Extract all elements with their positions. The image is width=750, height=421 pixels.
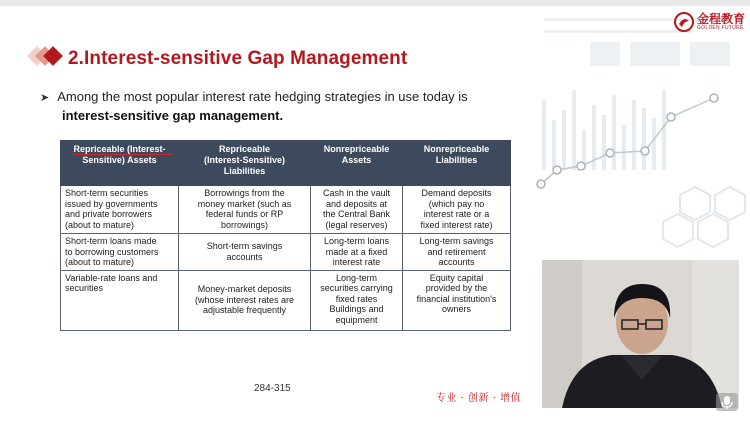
cell-line: Short-term securities: [65, 188, 149, 198]
bullet-text-line2: interest-sensitive gap management.: [62, 108, 284, 123]
table-cell: [179, 186, 311, 234]
header-text: (Interest-Sensitive): [203, 155, 286, 165]
cell-line: (whose interest rates are: [194, 294, 295, 305]
arrowhead-bullet-icon: ➤: [40, 92, 50, 104]
cell-line: Demand deposits: [421, 188, 492, 198]
cell-line: and retirement: [427, 246, 486, 257]
cell-line: Variable-rate loans and: [65, 272, 158, 283]
table-cell: [61, 234, 179, 271]
cell-line: accounts: [438, 257, 475, 267]
cell-line: Short-term loans made: [65, 236, 157, 246]
header-text: Nonrepriceable: [323, 144, 390, 154]
cell-line: borrowings): [220, 219, 269, 230]
cell-line: provided by the: [425, 283, 488, 293]
cell-line: Short-term savings: [206, 241, 283, 252]
table-cell: [61, 186, 179, 234]
cell-line: issued by governments: [65, 198, 158, 209]
cell-line: money market (such as: [197, 198, 292, 209]
cell-line: interest rate or a: [423, 209, 490, 219]
cell-line: Equity capital: [429, 272, 484, 283]
diamond-decoration-icon: [24, 44, 66, 74]
table-cell: [179, 234, 311, 271]
slide-title: 2.Interest-sensitive Gap Management: [68, 48, 408, 69]
presenter-video-image: [542, 260, 739, 408]
header-text: Assets: [341, 155, 372, 165]
cell-line: (which pay no: [428, 198, 485, 209]
brand-slogan: 专业 · 创新 · 增值: [436, 393, 522, 404]
cell-line: to borrowing customers: [65, 246, 159, 257]
cell-line: and deposits at: [325, 198, 388, 209]
cell-line: accounts: [226, 251, 263, 262]
microphone-icon[interactable]: [716, 393, 738, 411]
table-header-row: [61, 141, 511, 186]
cell-line: owners: [441, 304, 471, 314]
brand-logo: [674, 12, 745, 32]
cell-line: Borrowings from the: [204, 188, 285, 198]
cell-line: fixed interest rate): [420, 219, 493, 230]
header-text: Repriceable (Interest-: [73, 144, 166, 154]
bullet-text-line1: Among the most popular interest rate hedging strategies in use today is: [57, 89, 468, 104]
header-text: Sensitive) Assets: [82, 155, 157, 165]
cell-line: securities: [65, 283, 104, 293]
cell-line: the Central Bank: [322, 209, 391, 219]
table-cell: [403, 270, 511, 330]
cell-line: (legal reserves): [325, 219, 388, 230]
table-row: [61, 234, 511, 271]
table-cell: [61, 270, 179, 330]
gap-management-table: [60, 140, 511, 331]
bullet-point: [40, 86, 540, 109]
cell-line: adjustable frequently: [202, 305, 287, 316]
cell-line: financial institution's: [416, 293, 497, 304]
cell-line: interest rate: [332, 257, 381, 267]
decorative-chart-background: [530, 0, 750, 290]
cell-line: securities carrying: [320, 283, 393, 293]
header-text: Nonrepriceable: [423, 144, 490, 154]
header-repriceable-assets: [61, 141, 179, 186]
header-text: Liabilities: [223, 166, 266, 176]
table-cell: [403, 234, 511, 271]
cell-line: Money-market deposits: [197, 284, 292, 295]
cell-line: and private borrowers: [65, 209, 153, 219]
header-nonrepriceable-assets: [311, 141, 403, 186]
logo-chinese-text: 金程教育: [697, 12, 746, 26]
table-row: [61, 270, 511, 330]
cell-line: equipment: [335, 314, 378, 325]
table-cell: [311, 186, 403, 234]
table-cell: [311, 270, 403, 330]
cell-line: Long-term savings: [419, 236, 494, 246]
header-text: Liabilities: [435, 155, 478, 165]
cell-line: (about to mature): [65, 257, 135, 267]
header-nonrepriceable-liabilities: [403, 141, 511, 186]
cell-line: Long-term: [335, 272, 378, 283]
page-number: 284-315: [254, 383, 291, 394]
webcam-video-feed: [542, 260, 739, 408]
slide-title-block: [24, 44, 407, 74]
header-repriceable-liabilities: [179, 141, 311, 186]
logo-mark-icon: [674, 12, 694, 32]
cell-line: fixed rates: [335, 293, 378, 304]
cell-line: (about to mature): [65, 219, 135, 230]
cell-line: Buildings and: [329, 304, 384, 314]
table-cell: [403, 186, 511, 234]
logo-english-text: GOLDEN FUTURE: [697, 25, 744, 31]
cell-line: made at a fixed: [325, 246, 388, 257]
table-cell: [179, 270, 311, 330]
table-row: [61, 186, 511, 234]
table-cell: [311, 234, 403, 271]
cell-line: Long-term loans: [323, 236, 390, 246]
cell-line: Cash in the vault: [322, 188, 391, 198]
cell-line: federal funds or RP: [205, 209, 284, 219]
header-text: Repriceable: [218, 144, 271, 154]
